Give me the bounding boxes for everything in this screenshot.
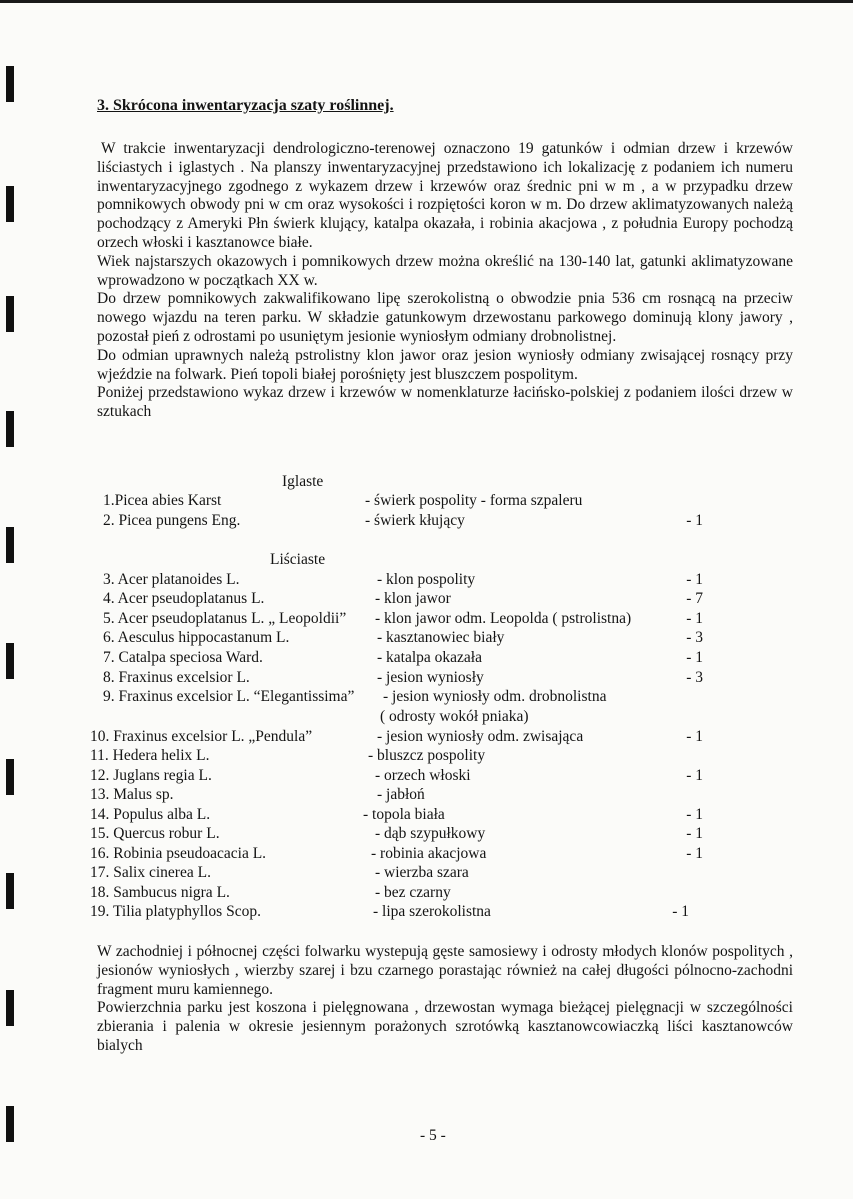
latin-name: 13. Malus sp. [90,786,174,803]
polish-name: - jabłoń [377,786,425,803]
scan-top-border [0,0,853,3]
latin-name: 15. Quercus robur L. [90,825,220,842]
polish-name: - klon jawor [375,590,451,607]
binder-mark [6,527,14,563]
count: - 1 [686,845,703,862]
plant-row [103,688,703,707]
latin-name: 2. Picea pungens Eng. [103,512,241,529]
binder-mark [6,411,14,447]
section-heading: 3. Skrócona inwentaryzacja szaty roślinnej. [97,97,394,114]
polish-name: - katalpa okazała [377,649,482,666]
polish-name: - jesion wyniosły odm. zwisająca [377,728,584,745]
page-number: - 5 - [420,1127,446,1144]
polish-name: - kasztanowiec biały [377,629,505,646]
latin-name: 11. Hedera helix L. [90,747,210,764]
latin-name: 3. Acer platanoides L. [103,571,240,588]
plant-row [103,512,703,531]
plant-row [103,590,703,609]
plant-row [103,649,703,668]
count: - 1 [686,610,703,627]
polish-name: - dąb szypułkowy [375,825,486,842]
polish-name: - bluszcz pospolity [368,747,486,764]
paragraph: Do drzew pomnikowych zakwalifikowano lipę szerokolistną o obwodzie pnia 536 cm rosnącą na przeciw nowego wjazdu na teren parku. W składzie gatunkowym drzewostanu parkowego dominują klony jawory , pozostał pień z odrostami po usuniętym jesionie wyniosłym odmiany drobnolistnej. [97,290,793,345]
plant-row [90,806,703,825]
paragraph: Powierzchnia parku jest koszona i pielęgnowana , drzewostan wymaga bieżącej pielęgnacji w szczególności zbierania i palenia w okresie jesiennym porażonych szrotówką kasztanowcowiaczką liści kasztanowców bialych [97,999,793,1054]
latin-name: 12. Juglans regia L. [90,767,212,784]
closing-text [97,943,793,1056]
binder-mark [6,296,14,332]
count: - 1 [672,903,689,920]
polish-name: - lipa szerokolistna [373,903,491,920]
latin-name: 8. Fraxinus excelsior L. [103,669,250,686]
latin-name: 4. Acer pseudoplatanus L. [103,590,265,607]
polish-name: - klon jawor odm. Leopolda ( pstrolistna) [375,610,632,627]
plant-row [90,786,703,805]
binder-mark [6,186,14,222]
paragraph: W zachodniej i północnej części folwarku wystepują gęste samosiewy i odrosty młodych klonów pospolitych , jesionów wyniosłych , wierzby szarej i bzu czarnego porastając również na całej długości pólnocno-zachodni fragment muru kamiennego. [97,943,793,998]
plant-row [103,629,703,648]
binder-mark [6,1106,14,1142]
count: - 7 [686,590,703,607]
plant-row [103,571,703,590]
plant-row [103,492,703,511]
binder-mark [6,643,14,679]
polish-name: - bez czarny [375,884,451,901]
plant-row [90,728,703,747]
paragraph: Poniżej przedstawiono wykaz drzew i krzewów w nomenklaturze łacińsko-polskiej z podaniem ilości drzew w sztukach [97,384,793,421]
polish-name: - wierzba szara [375,864,469,881]
count: - 1 [686,825,703,842]
paragraph: Wiek najstarszych okazowych i pomnikowych drzew można określić na 130-140 lat, gatunki aklimatyzowane wprowadzono w początkach XX w. [97,252,793,289]
plant-row [90,767,703,786]
polish-name: - świerk kłujący [365,512,465,529]
count: - 1 [686,649,703,666]
binder-mark [6,66,14,102]
latin-name: 14. Populus alba L. [90,806,211,823]
latin-name: 7. Catalpa speciosa Ward. [103,649,263,666]
binder-mark [6,759,14,795]
polish-name: - świerk pospolity - forma szpaleru [365,492,583,509]
latin-name: 17. Salix cinerea L. [90,864,211,881]
latin-name: 16. Robinia pseudoacacia L. [90,845,267,862]
count: - 1 [686,571,703,588]
latin-name: 6. Aesculus hippocastanum L. [103,629,290,646]
count: - 3 [686,669,703,686]
binder-mark [6,990,14,1026]
plant-row [103,669,703,688]
plant-row [90,903,689,922]
plant-row [90,864,703,883]
polish-name: - jesion wyniosły [377,669,484,686]
count: - 1 [686,512,703,529]
plant-row [103,610,703,629]
plant-row [90,747,703,766]
paragraph: W trakcie inwentaryzacji dendrologiczno-terenowej oznaczono 19 gatunków i odmian drzew i krzewów liściastych i iglastych . Na planszy inwentaryzacyjnej przedstawiono ich lokalizację z podaniem ich numeru inwentaryzacyjnego zgodnego z wykazem drzew i krzewów oraz średnic pni w m , a w przypadku drzew pomnikowych obwody pni w cm oraz wysokości i rozpiętości koron w m. Do drzew aklimatyzowanych należą pochodzący z Ameryki Płn świerk klujący, katalpa okazała, i robinia akacjowa , z południa Europy pochodzą orzech włoski i kasztanowce białe. [97,140,793,251]
intro-text [97,140,793,422]
polish-name: - robinia akacjowa [371,845,487,862]
count: - 1 [686,806,703,823]
latin-name: 18. Sambucus nigra L. [90,884,230,901]
paragraph: Do odmian uprawnych należą pstrolistny klon jawor oraz jesion wyniosły odmiany zwisającej rosnący przy wjeździe na folwark. Pień topoli białej porośnięty jest bluszczem pospolitym. [97,346,793,383]
polish-name: - topola biała [363,806,445,823]
latin-name: 5. Acer pseudoplatanus L. „ Leopoldii” [103,610,347,627]
latin-name: 19. Tilia platyphyllos Scop. [90,903,261,920]
binder-mark [6,873,14,909]
plant-row [90,845,703,864]
group-title-conifers: Iglaste [282,473,324,490]
group-title-deciduous: Liściaste [270,551,326,568]
latin-name: 1.Picea abies Karst [103,492,222,509]
plant-row [90,884,703,903]
polish-name: ( odrosty wokół pniaka) [380,708,529,725]
polish-name: - klon pospolity [377,571,476,588]
latin-name: 10. Fraxinus excelsior L. „Pendula” [90,728,313,745]
polish-name: - jesion wyniosły odm. drobnolistna [383,688,607,705]
count: - 1 [686,767,703,784]
latin-name: 9. Fraxinus excelsior L. “Elegantissima” [103,688,355,705]
plant-row [103,708,703,727]
count: - 3 [686,629,703,646]
count: - 1 [686,728,703,745]
polish-name: - orzech włoski [375,767,471,784]
plant-row [90,825,703,844]
